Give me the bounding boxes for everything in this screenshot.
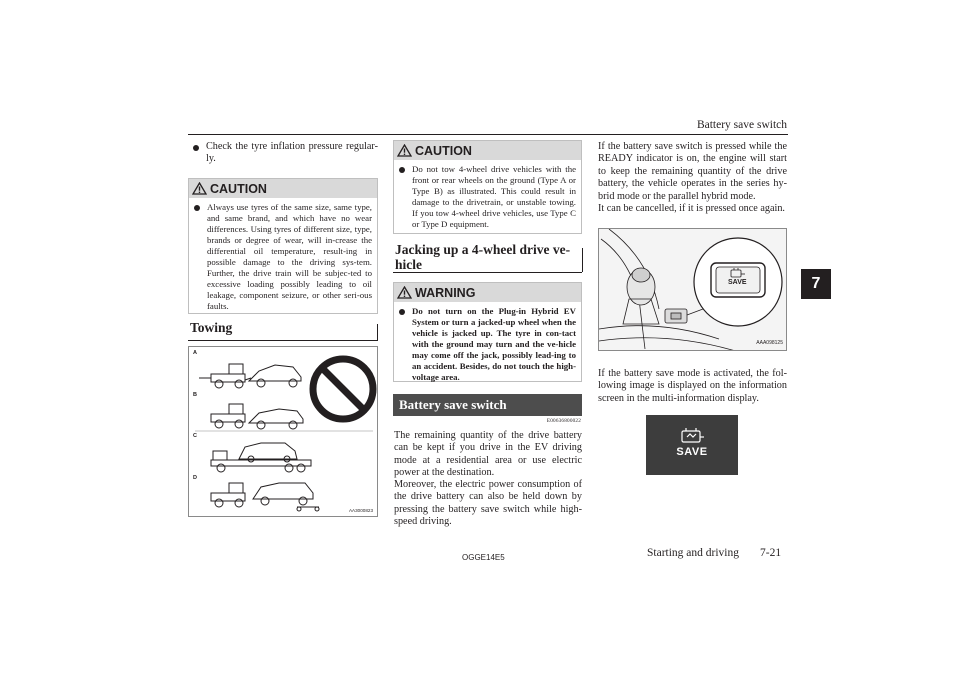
jacking-rule-vertical bbox=[582, 248, 583, 272]
figure-code: AAA098125 bbox=[756, 340, 783, 346]
caution-heading bbox=[189, 179, 377, 198]
towing-illustration bbox=[189, 347, 378, 517]
caution-heading-label: CAUTION bbox=[415, 143, 472, 158]
bullet-dot bbox=[194, 205, 200, 211]
battery-switch-figure bbox=[598, 228, 787, 351]
col3-paragraph-2: It can be cancelled, if it is pressed once again. bbox=[598, 203, 785, 214]
battery-save-icon bbox=[646, 415, 738, 475]
warning-text: Do not turn on the Plug-in Hybrid EV System or turn a jacked-up wheel when the vehicle is jacked up. The tyre in con-tact with the ground may turn and the ve-hicle may come off the jack, possibly lead-ing to an accident. Besides, do not touch the high-voltage area. bbox=[412, 306, 576, 382]
bullet-dot bbox=[193, 145, 199, 151]
jacking-heading-line1: Jacking up a 4-wheel drive ve- bbox=[395, 242, 571, 257]
caution-text: Always use tyres of the same size, same type, and same brand, and which have no wear differences. Using tyres of different size, type, brands or degree of wear, will in-crease the differential oil temperature, result-ing in possible damage to the driving sys-tem. Further, the drive train will be subjec-ted to excessive loading possibly leading to oil leakage, component seizure, or other seri-ous faults. bbox=[207, 202, 372, 311]
running-header-title: Battery save switch bbox=[696, 119, 787, 131]
caution-text: Do not tow 4-wheel drive vehicles with the front or rear wheels on the ground (Type A or Type B) as illustrated. This could result in damage to the drivetrain, or unstable towing. If you tow 4-wheel drive vehicles, use Type C or Type D equipment. bbox=[412, 164, 576, 229]
warning-triangle-icon bbox=[397, 144, 412, 157]
towing-heading: Towing bbox=[190, 320, 233, 335]
figure-label-d: D bbox=[193, 475, 197, 481]
header-rule bbox=[188, 134, 788, 135]
battery-paragraph-2: Moreover, the electric power consumption of the drive battery can also be held down by pressing the battery save switch while high-speed driving. bbox=[394, 479, 582, 528]
bullet-dot bbox=[399, 309, 405, 315]
battery-section-code: E00636800022 bbox=[546, 418, 581, 424]
bullet-text: Check the tyre inflation pressure regular-ly. bbox=[206, 141, 378, 165]
footer-chapter: Starting and driving bbox=[647, 547, 739, 559]
save-display-figure bbox=[646, 415, 738, 475]
warning-heading bbox=[394, 283, 581, 302]
towing-rule-horizontal bbox=[188, 340, 378, 341]
figure-label-c: C bbox=[193, 433, 197, 439]
jacking-rule-horizontal bbox=[393, 272, 582, 273]
battery-paragraph-1: The remaining quantity of the drive battery can be kept if you drive in the EV driving mode at a residential area or use electric power at the destination. bbox=[394, 430, 582, 479]
warning-triangle-icon bbox=[397, 286, 412, 299]
save-display-label: SAVE bbox=[676, 446, 708, 458]
bullet-dot bbox=[399, 167, 405, 173]
caution-text-item bbox=[189, 198, 377, 318]
tyre-pressure-bullet bbox=[193, 141, 378, 166]
figure-code: AA3000823 bbox=[348, 508, 373, 513]
prohibited-icon bbox=[313, 359, 373, 419]
towing-rule-vertical bbox=[377, 324, 378, 340]
battery-save-heading: Battery save switch bbox=[393, 394, 582, 416]
caution-text-item bbox=[394, 160, 581, 236]
footer-page-number: 7-21 bbox=[760, 547, 782, 559]
warning-heading-label: WARNING bbox=[415, 285, 476, 300]
col3-paragraph-3: If the battery save mode is activated, the fol-lowing image is displayed on the information screen in the multi-information display. bbox=[598, 368, 787, 404]
caution-box-tyres bbox=[188, 178, 378, 314]
caution-box-towing bbox=[393, 140, 582, 234]
jacking-heading-line2: hicle bbox=[395, 257, 422, 272]
footer-document-code: OGGE14E5 bbox=[462, 553, 505, 562]
warning-text-item bbox=[394, 302, 581, 389]
towing-figure bbox=[188, 346, 378, 517]
warning-triangle-icon bbox=[192, 182, 207, 195]
caution-heading bbox=[394, 141, 581, 160]
jacking-heading bbox=[395, 242, 580, 272]
center-console-illustration bbox=[599, 229, 787, 351]
save-button-label: SAVE bbox=[728, 279, 747, 286]
section-tab: 7 bbox=[801, 269, 831, 299]
caution-heading-label: CAUTION bbox=[210, 181, 267, 196]
warning-box-jacking bbox=[393, 282, 582, 382]
col3-paragraph-1: If the battery save switch is pressed while the READY indicator is on, the engine will start to keep the remaining quantity of the drive battery, the vehicle operates in the series hy-brid mode or the parallel hybrid mode. bbox=[598, 141, 787, 202]
figure-label-a: A bbox=[193, 350, 197, 356]
figure-label-b: B bbox=[193, 392, 197, 398]
